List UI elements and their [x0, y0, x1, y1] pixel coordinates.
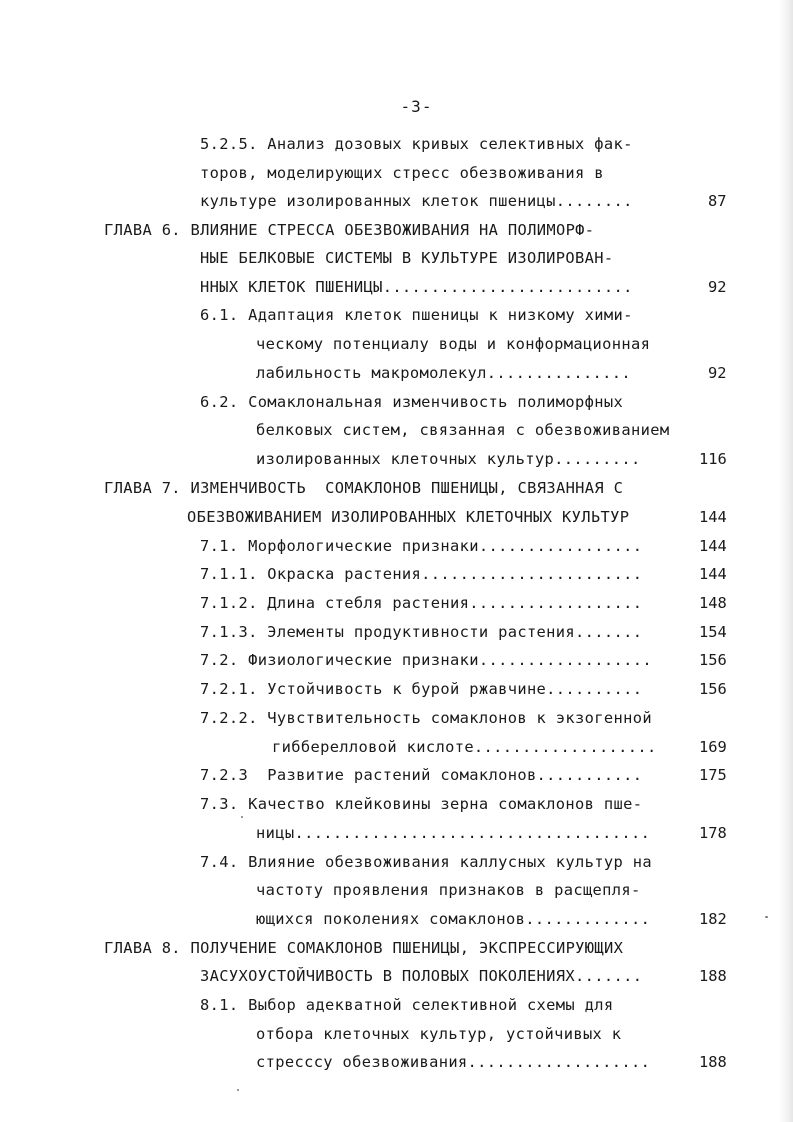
toc-chapter-heading: ГЛАВА 8. ПОЛУЧЕНИЕ СОМАКЛОНОВ ПШЕНИЦЫ, ЭКСПРЕССИРУЮЩИХ [104, 939, 624, 957]
toc-page-ref: 154 [699, 623, 727, 641]
toc-page-ref: 87 [708, 192, 727, 210]
toc-page-ref: 144 [699, 565, 727, 583]
scan-speck [241, 816, 243, 818]
toc-page-ref: 169 [699, 738, 727, 756]
toc-page-ref: 144 [699, 537, 727, 555]
scan-speck [237, 1089, 239, 1091]
toc-line: изолированных клеточных культур......... [256, 450, 641, 468]
toc-line: 6.2. Сомаклональная изменчивость полиморфных [200, 393, 624, 411]
toc-line: ННЫХ КЛЕТОК ПШЕНИЦЫ.......................... [200, 278, 633, 296]
toc-page-ref: 116 [699, 450, 727, 468]
toc-chapter-heading: ГЛАВА 7. ИЗМЕНЧИВОСТЬ СОМАКЛОНОВ ПШЕНИЦЫ, СВЯЗАННАЯ С [104, 479, 624, 497]
toc-line: культуре изолированных клеток пшеницы........ [200, 192, 633, 210]
toc-line: 7.1.3. Элементы продуктивности растения....... [200, 623, 643, 641]
toc-line: гиббереллoвой кислоте................... [272, 738, 657, 756]
toc-line: ОБЕЗВОЖИВАНИЕМ ИЗОЛИРОВАННЫХ КЛЕТОЧНЫХ КУЛЬТУР [187, 508, 630, 526]
toc-line: ющихся поколениях сомаклонов............. [256, 910, 651, 928]
toc-line: торов, моделирующих стресс обезвоживания в [200, 164, 604, 182]
toc-line: НЫЕ БЕЛКОВЫЕ СИСТЕМЫ В КУЛЬТУРЕ ИЗОЛИРОВАН- [200, 249, 614, 267]
toc-line: отбора клеточных культур, устойчивых к [256, 1025, 622, 1043]
toc-line: 7.2.1. Устойчивость к бурой ржавчине.......... [200, 680, 643, 698]
toc-line: стресссу обезвоживания................... [256, 1053, 651, 1071]
toc-line: ЗАСУХОУСТОЙЧИВОСТЬ В ПОЛОВЫХ ПОКОЛЕНИЯХ....... [200, 967, 643, 985]
toc-line: 7.1.1. Окраска растения....................... [200, 565, 643, 583]
toc-line: 7.2.2. Чувствительность сомаклонов к экзогенной [200, 709, 652, 727]
toc-line: ческому потенциалу воды и конформационная [256, 335, 651, 353]
toc-page-ref: 156 [699, 680, 727, 698]
toc-line: частоту проявления признаков в расщепля- [256, 881, 641, 899]
toc-page-ref: 178 [699, 824, 727, 842]
toc-line: белковых систем, связанная с обезвоживанием [256, 421, 670, 439]
toc-chapter-heading: ГЛАВА 6. ВЛИЯНИЕ СТРЕССА ОБЕЗВОЖИВАНИЯ НА ПОЛИМОРФ- [104, 221, 595, 239]
toc-line: лабильность макромолекул............... [256, 364, 632, 382]
toc-line: 7.2. Физиологические признаки.................. [200, 651, 652, 669]
toc-line: 7.1. Морфологические признаки................. [200, 537, 643, 555]
toc-page-ref: 144 [699, 508, 727, 526]
toc-line: 7.4. Влияние обезвоживания каллусных культур на [200, 853, 652, 871]
toc-page-ref: 92 [708, 364, 727, 382]
toc-page-ref: 175 [699, 766, 727, 784]
toc-line: 7.1.2. Длина стебля растения.................. [200, 594, 643, 612]
page-edge-shadow [779, 0, 793, 1122]
toc-line: 6.1. Адаптация клеток пшеницы к низкому хими- [200, 306, 633, 324]
page-number: -3- [400, 97, 433, 116]
scan-speck [765, 916, 768, 918]
toc-page-ref: 188 [699, 967, 727, 985]
toc-page-ref: 156 [699, 651, 727, 669]
toc-line: 7.2.3 Развитие растений сомаклонов........... [200, 766, 643, 784]
toc-page-ref: 148 [699, 594, 727, 612]
toc-line: 7.3. Качество клейковины зерна сомаклонов пше- [200, 795, 643, 813]
toc-line: ницы..................................... [256, 824, 651, 842]
toc-page-ref: 188 [699, 1053, 727, 1071]
toc-line: 8.1. Выбор адекватной селективной схемы для [200, 996, 614, 1014]
toc-line: 5.2.5. Анализ дозовых кривых селективных фак- [200, 135, 633, 153]
toc-page-ref: 182 [699, 910, 727, 928]
toc-page-ref: 92 [708, 278, 727, 296]
